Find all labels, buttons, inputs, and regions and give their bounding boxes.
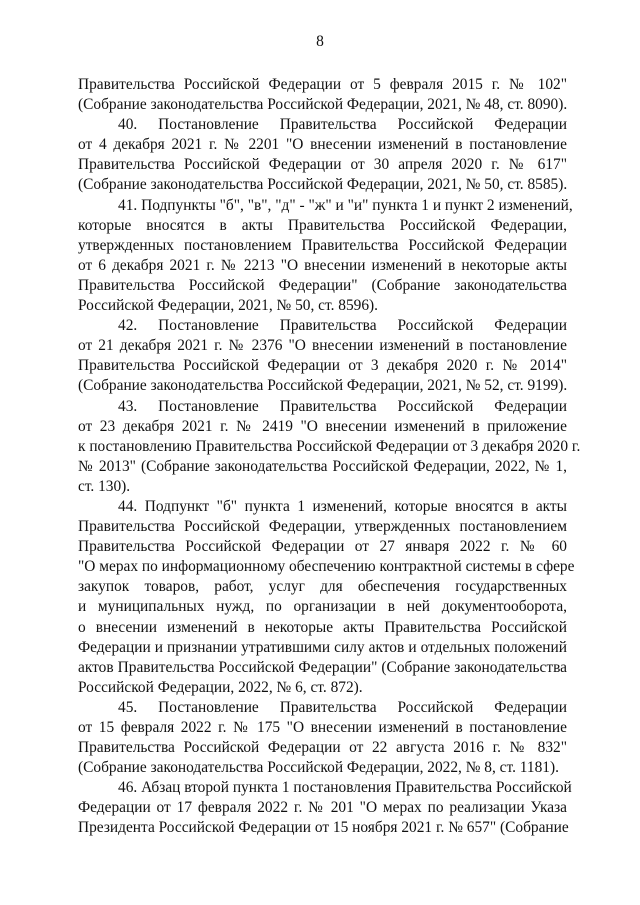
text-line: Федерации и признании утратившими силу актов и отдельных положений xyxy=(78,638,567,656)
text-line: от 4 декабря 2021 г. № 2201 "О внесении изменений в постановление xyxy=(78,136,567,154)
text-line: от 21 декабря 2021 г. № 2376 "О внесении изменений в постановление xyxy=(78,337,567,355)
text-line: ст. 130). xyxy=(78,477,131,495)
text-line: Правительства Российской Федерации от 3 декабря 2020 г. № 2014" xyxy=(78,357,567,375)
text-line: (Собрание законодательства Российской Федерации, 2021, № 52, ст. 9199). xyxy=(78,377,568,395)
text-line: № 2013" (Собрание законодательства Российской Федерации, 2022, № 1, xyxy=(78,457,567,475)
text-line: Правительства Российской Федерации" (Собрание законодательства xyxy=(78,276,567,294)
text-line: Правительства Российской Федерации, утвержденных постановлением xyxy=(78,518,567,536)
text-line: от 23 декабря 2021 г. № 2419 "О внесении изменений в приложение xyxy=(78,417,567,435)
text-line: 46. Абзац второй пункта 1 постановления Правительства Российской xyxy=(118,779,572,797)
text-line: о внесении изменений в некоторые акты Правительства Российской xyxy=(78,618,567,636)
text-line: (Собрание законодательства Российской Федерации, 2021, № 48, ст. 8090). xyxy=(78,96,568,114)
text-line: "О мерах по информационному обеспечению контрактной системы в сфере xyxy=(78,558,575,576)
document-body xyxy=(78,75,581,839)
text-line: 43. Постановление Правительства Российской Федерации xyxy=(118,397,567,415)
text-line: которые вносятся в акты Правительства Российской Федерации, xyxy=(78,216,567,234)
page-number: 8 xyxy=(316,33,324,50)
text-line: 45. Постановление Правительства Российской Федерации xyxy=(118,698,567,716)
text-line: Правительства Российской Федерации от 5 февраля 2015 г. № 102" xyxy=(78,76,567,93)
text-line: к постановлению Правительства Российской Федерации от 3 декабря 2020 г. xyxy=(78,437,581,455)
text-line: Правительства Российской Федерации от 30 апреля 2020 г. № 617" xyxy=(78,156,567,174)
text-line: (Собрание законодательства Российской Федерации, 2021, № 50, ст. 8585). xyxy=(78,176,568,194)
text-line: 40. Постановление Правительства Российской Федерации xyxy=(118,116,567,134)
text-line: закупок товаров, работ, услуг для обеспечения государственных xyxy=(78,578,567,596)
text-line: (Собрание законодательства Российской Федерации, 2022, № 8, ст. 1181). xyxy=(78,759,559,777)
text-line: актов Правительства Российской Федерации" (Собрание законодательства xyxy=(78,658,567,676)
text-line: и муниципальных нужд, по организации в ней документооборота, xyxy=(78,598,567,616)
text-line: утвержденных постановлением Правительства Российской Федерации xyxy=(78,236,567,254)
text-line: от 6 декабря 2021 г. № 2213 "О внесении изменений в некоторые акты xyxy=(78,256,567,274)
text-line: 44. Подпункт "б" пункта 1 изменений, которые вносятся в акты xyxy=(118,497,567,515)
text-line: Правительства Российской Федерации от 27 января 2022 г. № 60 xyxy=(78,538,567,556)
text-line: Российской Федерации, 2021, № 50, ст. 8596). xyxy=(78,297,379,315)
text-line: Правительства Российской Федерации от 22 августа 2016 г. № 832" xyxy=(78,739,567,757)
text-line: Президента Российской Федерации от 15 ноября 2021 г. № 657" (Собрание xyxy=(78,819,569,837)
text-line: 41. Подпункты "б", "в", "д" - "ж" и "и" пункта 1 и пункт 2 изменений, xyxy=(118,196,573,214)
text-line: Федерации от 17 февраля 2022 г. № 201 "О мерах по реализации Указа xyxy=(78,799,567,817)
text-line: Российской Федерации, 2022, № 6, ст. 872). xyxy=(78,678,363,696)
text-line: от 15 февраля 2022 г. № 175 "О внесении изменений в постановление xyxy=(78,719,567,736)
text-line: 42. Постановление Правительства Российской Федерации xyxy=(118,317,567,335)
